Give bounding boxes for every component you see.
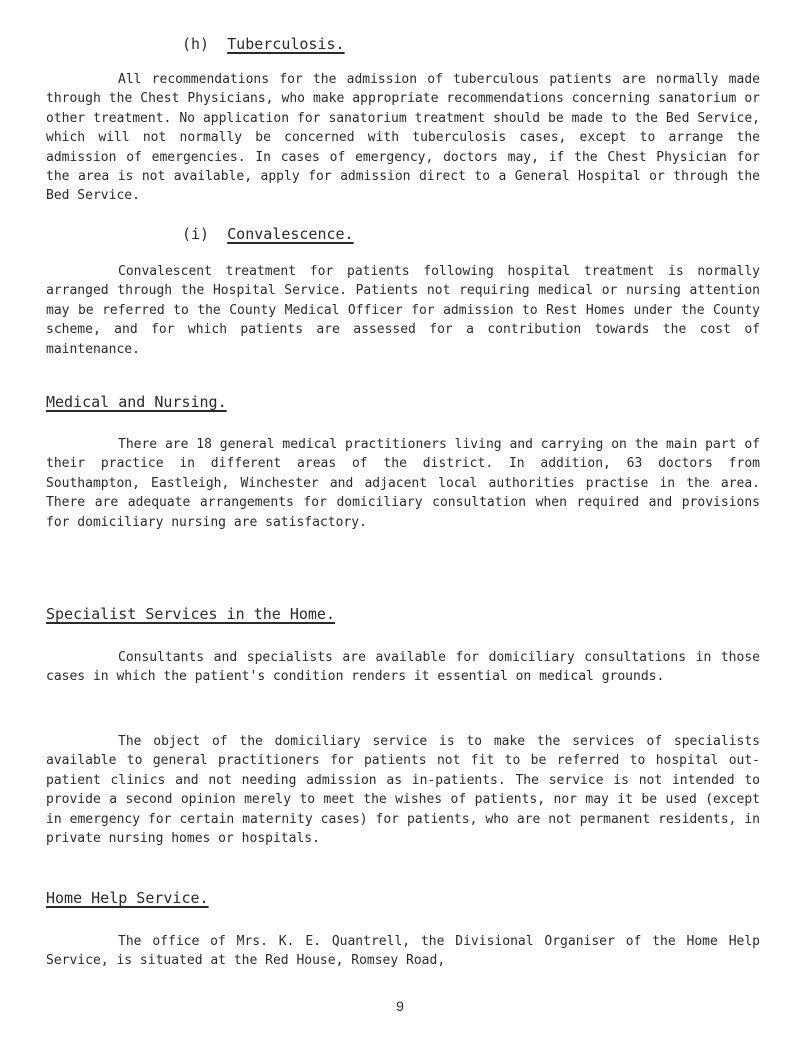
- heading-convalescence: [182, 224, 354, 244]
- heading-specialist-services: [46, 604, 335, 624]
- paragraph-home-help: The office of Mrs. K. E. Quantrell, the Divisional Organiser of the Home Help Service, is situated at the Red House, Romsey Road,: [46, 934, 760, 969]
- heading-home-help: [46, 888, 209, 908]
- heading-title: Convalescence.: [227, 225, 354, 243]
- heading-medical-nursing: [46, 392, 227, 412]
- heading-label: (i): [182, 225, 210, 243]
- paragraph-convalescence: Convalescent treatment for patients following hospital treatment is normally arranged through the Hospital Service. Patients not requiring medical or nursing attention may be referred to the County Medical Officer for admission to Rest Homes under the County scheme, and for which patients are assessed for a contribution towards the cost of maintenance.: [46, 264, 760, 357]
- paragraph-specialist-1: Consultants and specialists are available for domiciliary consultations in those cases in which the patient's condition renders it essential on medical grounds.: [46, 650, 760, 685]
- heading-label: (h): [182, 35, 210, 53]
- paragraph-tuberculosis: All recommendations for the admission of tuberculous patients are normally made through the Chest Physicians, who make appropriate recommendations concerning sanatorium or other treatment. No application for sanatorium treatment should be made to the Bed Service, which will not normally be concerned with tuberculosis cases, except to arrange the admission of emergencies. In cases of emergency, doctors may, if the Chest Physician for the area is not available, apply for admission direct to a General Hospital or through the Bed Service.: [46, 72, 760, 204]
- paragraph-specialist-2: The object of the domiciliary service is to make the services of specialists available to general practitioners for patients not fit to be referred to hospital out-patient clinics and not needing admission as in-patients. The service is not intended to provide a second opinion merely to meet the wishes of patients, nor may it be used (except in emergency for certain maternity cases) for patients, who are not permanent residents, in private nursing homes or hospitals.: [46, 734, 760, 847]
- heading-tuberculosis: [182, 34, 345, 54]
- heading-title: Home Help Service.: [46, 889, 209, 907]
- page-number: 9: [396, 998, 404, 1014]
- paragraph-medical-nursing: There are 18 general medical practitioners living and carrying on the main part of their practice in different areas of the district. In addition, 63 doctors from Southampton, Eastleigh, Winchester and adjacent local authorities practise in the area. There are adequate arrangements for domiciliary consultation when required and provisions for domiciliary nursing are satisfactory.: [46, 437, 760, 530]
- heading-title: Tuberculosis.: [227, 35, 345, 53]
- heading-title: Medical and Nursing.: [46, 393, 227, 411]
- heading-title: Specialist Services in the Home.: [46, 605, 335, 623]
